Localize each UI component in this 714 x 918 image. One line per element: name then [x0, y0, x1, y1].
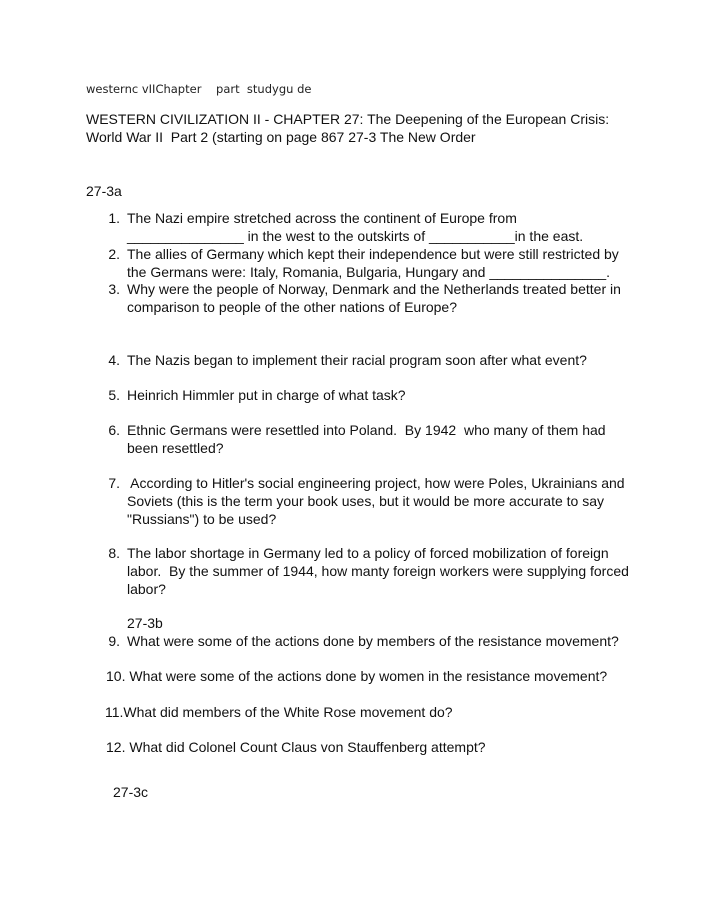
question-2-line-1: The allies of Germany which kept their independence but were still restricted by	[127, 246, 619, 262]
question-10-line-1: 10. What were some of the actions done by women in the resistance movement?	[106, 668, 608, 684]
question-6-line-2: been resettled?	[127, 440, 224, 456]
question-3-number: 3.	[108, 281, 120, 297]
page-header: westernc vIIChapter part studygu de	[86, 82, 312, 96]
question-8-number: 8.	[108, 545, 120, 561]
question-8-line-2: labor. By the summer of 1944, how manty foreign workers were supplying forced	[127, 563, 629, 579]
question-1-line-1: The Nazi empire stretched across the continent of Europe from	[127, 210, 517, 226]
question-12-line-1: 12. What did Colonel Count Claus von Stauffenberg attempt?	[106, 739, 486, 755]
question-3-line-2: comparison to people of the other nations of Europe?	[127, 299, 457, 315]
question-7-line-3: "Russians") to be used?	[127, 511, 277, 527]
question-3-line-1: Why were the people of Norway, Denmark and the Netherlands treated better in	[127, 281, 621, 297]
question-5-line-1: Heinrich Himmler put in charge of what task?	[127, 387, 406, 403]
question-2-line-2: the Germans were: Italy, Romania, Bulgaria, Hungary and _______________.	[127, 264, 611, 280]
section-heading-27-3c: 27-3c	[113, 784, 149, 800]
question-7-line-2: Soviets (this is the term your book uses, but it would be more accurate to say	[127, 493, 604, 509]
title-line-2: World War II Part 2 (starting on page 867 27-3 The New Order	[86, 129, 476, 145]
question-9-number: 9.	[108, 633, 120, 649]
question-2-number: 2.	[108, 246, 120, 262]
section-heading-27-3a: 27-3a	[86, 183, 122, 199]
question-6-number: 6.	[108, 422, 120, 438]
question-4-line-1: The Nazis began to implement their racial program soon after what event?	[127, 352, 587, 368]
question-1-number: 1.	[108, 210, 120, 226]
section-heading-27-3b: 27-3b	[127, 615, 163, 631]
question-7-line-1: According to Hitler's social engineering project, how were Poles, Ukrainians and	[127, 475, 625, 491]
question-9-line-1: What were some of the actions done by members of the resistance movement?	[127, 633, 619, 649]
question-11-line-1: 11.What did members of the White Rose movement do?	[105, 704, 453, 720]
question-4-number: 4.	[108, 352, 120, 368]
question-8-line-3: labor?	[127, 581, 166, 597]
question-1-line-2: _______________ in the west to the outskirts of ___________in the east.	[127, 228, 584, 244]
question-7-number: 7.	[108, 475, 120, 491]
question-8-line-1: The labor shortage in Germany led to a policy of forced mobilization of foreign	[127, 545, 609, 561]
question-6-line-1: Ethnic Germans were resettled into Poland. By 1942 who many of them had	[127, 422, 606, 438]
question-5-number: 5.	[108, 387, 120, 403]
title-line-1: WESTERN CIVILIZATION II - CHAPTER 27: The Deepening of the European Crisis:	[86, 111, 610, 127]
